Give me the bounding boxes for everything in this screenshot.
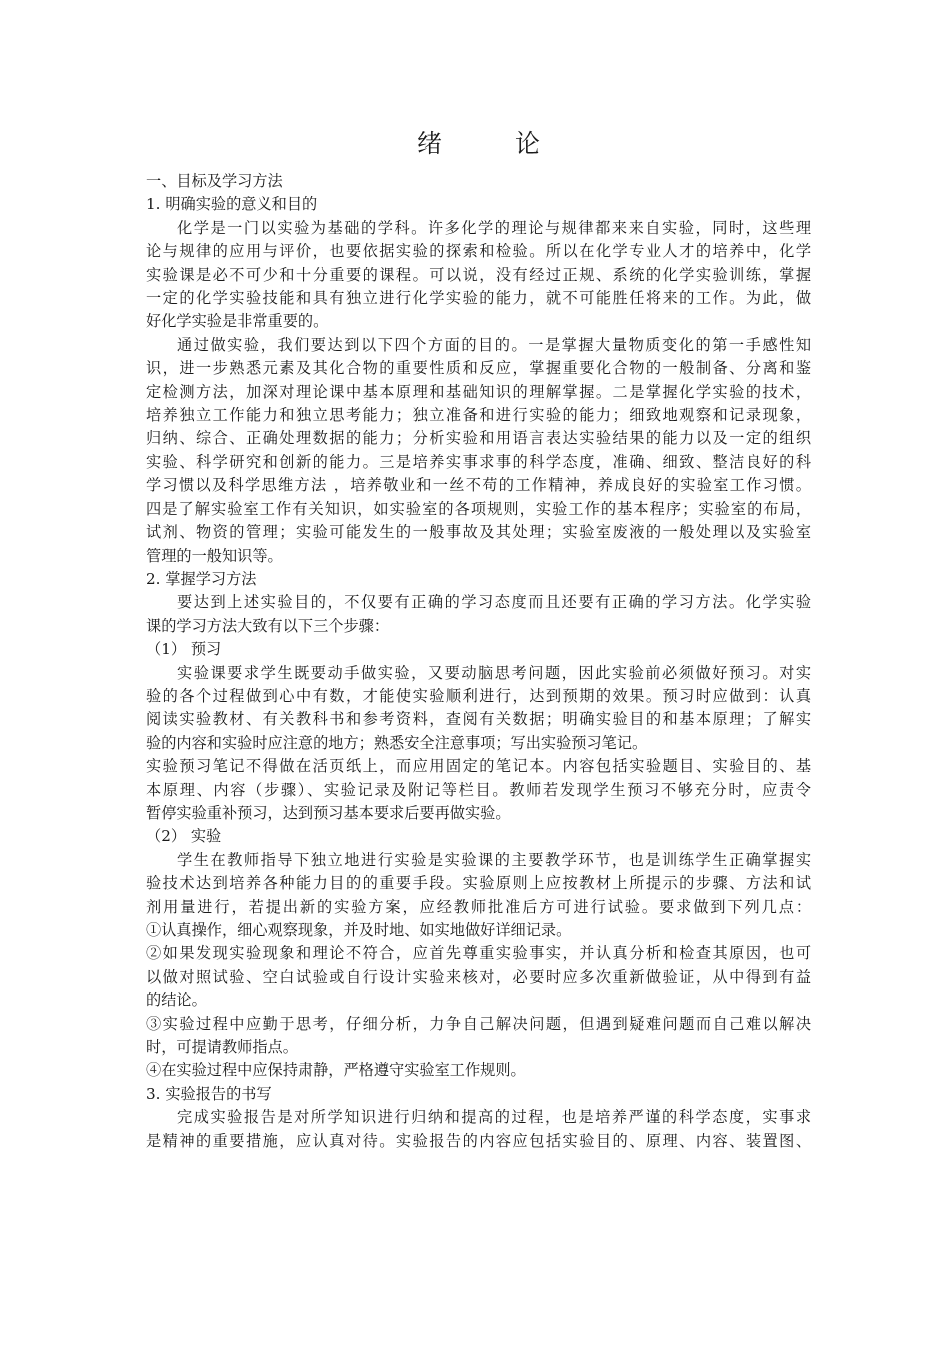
text-line: 验技术达到培养各种能力目的的重要手段。实验原则上应按教材上所提示的步骤、方法和试: [146, 874, 811, 893]
text-line: （1） 预习: [146, 640, 222, 659]
text-line: 完成实验报告是对所学知识进行归纳和提高的过程，也是培养严谨的科学态度，实事求: [177, 1108, 811, 1127]
text-line: 化学是一门以实验为基础的学科。许多化学的理论与规律都来来自实验，同时，这些理: [177, 218, 811, 237]
text-line: 好化学实验是非常重要的。: [146, 312, 329, 331]
text-line: 实验课是必不可少和十分重要的课程。可以说，没有经过正规、系统的化学实验训练，掌握: [146, 265, 811, 284]
text-line: 要达到上述实验目的，不仅要有正确的学习态度而且还要有正确的学习方法。化学实验: [177, 593, 811, 612]
document-page: [146, 126, 811, 1153]
text-line: 实验、科学研究和创新的能力。三是培养实事求事的科学态度，准确、细致、整洁良好的科: [146, 452, 811, 471]
text-line: 论与规律的应用与评价，也要依据实验的探索和检验。所以在化学专业人才的培养中，化学: [146, 242, 811, 261]
text-line: ①认真操作，细心观察现象，并及时地、如实地做好详细记录。: [146, 921, 572, 939]
page-title: 绪 论: [416, 129, 564, 158]
text-line: 培养独立工作能力和独立思考能力；独立准备和进行实验的能力；细致地观察和记录现象，: [146, 406, 811, 425]
text-line: 的结论。: [146, 991, 207, 1010]
text-line: 本原理、内容（步骤）、实验记录及附记等栏目。教师若发现学生预习不够充分时，应责令: [146, 780, 811, 799]
text-line: 管理的一般知识等。: [146, 546, 283, 565]
text-line: 一定的化学实验技能和具有独立进行化学实验的能力，就不可能胜任将来的工作。为此，做: [146, 289, 811, 308]
text-line: 时，可提请教师指点。: [146, 1038, 298, 1057]
text-line: 实验课要求学生既要动手做实验，又要动脑思考问题，因此实验前必须做好预习。对实: [177, 663, 811, 682]
text-line: （2） 实验: [146, 827, 222, 846]
text-line: 四是了解实验室工作有关知识，如实验室的各项规则，实验工作的基本程序；实验室的布局，: [146, 499, 811, 518]
text-line: 2. 掌握学习方法: [146, 569, 257, 588]
text-line: 识，进一步熟悉元素及其化合物的重要性质和反应，掌握重要化合物的一般制备、分离和鉴: [146, 359, 811, 378]
text-line: 通过做实验，我们要达到以下四个方面的目的。一是掌握大量物质变化的第一手感性知: [177, 335, 811, 354]
text-line: ②如果发现实验现象和理论不符合，应首先尊重实验事实，并认真分析和检查其原因，也可: [146, 944, 811, 963]
text-line: 暂停实验重补预习，达到预习基本要求后要再做实验。: [146, 803, 511, 822]
text-line: 实验预习笔记不得做在活页纸上，而应用固定的笔记本。内容包括实验题目、实验目的、基: [146, 757, 811, 776]
text-line: 试剂、物资的管理；实验可能发生的一般事故及其处理；实验室废液的一般处理以及实验室: [146, 523, 811, 542]
text-line: 课的学习方法大致有以下三个步骤：: [146, 616, 389, 635]
text-line: 阅读实验教材、有关教科书和参考资料，查阅有关数据；明确实验目的和基本原理；了解实: [146, 710, 811, 729]
body-text: [146, 170, 811, 1153]
text-line: 是精神的重要措施，应认真对待。实验报告的内容应包括实验目的、原理、内容、装置图、: [146, 1131, 811, 1150]
text-line: 验的内容和实验时应注意的地方；熟悉安全注意事项；写出实验预习笔记。: [146, 733, 648, 752]
text-line: 验的各个过程做到心中有数，才能使实验顺利进行，达到预期的效果。预习时应做到：认真: [146, 686, 811, 705]
text-line: 学生在教师指导下独立地进行实验是实验课的主要教学环节，也是训练学生正确掌握实: [177, 850, 811, 869]
text-line: 1. 明确实验的意义和目的: [146, 195, 318, 214]
text-line: 一、目标及学习方法: [146, 172, 283, 190]
text-line: 剂用量进行，若提出新的实验方案，应经教师批准后方可进行试验。要求做到下列几点：: [146, 897, 811, 916]
text-line: 3. 实验报告的书写: [146, 1084, 272, 1103]
text-line: 以做对照试验、空白试验或自行设计实验来核对，必要时应多次重新做验证，从中得到有益: [146, 967, 811, 986]
text-line: ④在实验过程中应保持肃静，严格遵守实验室工作规则。: [146, 1061, 526, 1080]
text-line: 归纳、综合、正确处理数据的能力；分析实验和用语言表达实验结果的能力以及一定的组织: [146, 429, 811, 448]
text-line: 定检测方法，加深对理论课中基本原理和基础知识的理解掌握。二是掌握化学实验的技术，: [146, 382, 811, 401]
text-line: 学习惯以及科学思维方法 ，培养敬业和一丝不苟的工作精神，养成良好的实验室工作习惯。: [146, 476, 811, 495]
text-line: ③实验过程中应勤于思考，仔细分析，力争自己解决问题，但遇到疑难问题而自己难以解决: [146, 1014, 811, 1033]
